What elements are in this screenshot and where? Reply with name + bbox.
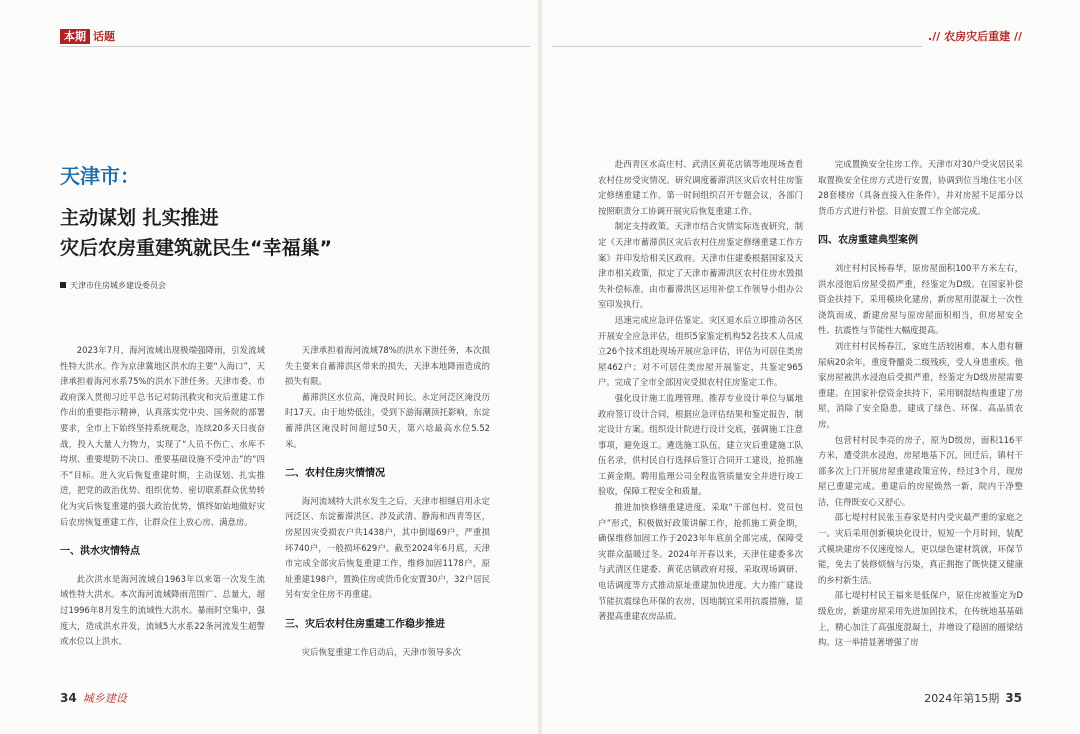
- footer-left: [60, 690, 127, 706]
- paragraph: 邵七堤村村民王福来是低保户，原住房被鉴定为D级危房，新建房屋采用先进加固技术，在传统地基基础上，精心加注了高强度混凝土，并增设了稳固的圈梁结构。这一举措显著增强了房: [818, 590, 1023, 648]
- paragraph: 推进加快修缮重建进度。采取“干部包村、党员包户”形式，积极做好政策讲解工作，抢抓施工黄金期，确保维修加固工作于2023年年底前全部完成，保障受灾群众温暖过冬。2024年开春以来，天津住建委多次与武清区住建委、黄花店镇政府对接，采取现场调研、电话调度等方式推动原址重建加快进度。大力推广建设节能抗震绿色环保的农房，因地制宜采用抗震措施，显著提高重建农房品质。: [598, 502, 803, 622]
- section-tag-label2: 话题: [93, 30, 115, 43]
- author-square-icon: [60, 282, 66, 288]
- column-2: [285, 343, 490, 660]
- paragraph: 2023年7月，海河流域出现极端强降雨，引发流域性特大洪水。作为京津冀地区洪水的主要“入海口”，天津承担着海河水系75%的洪水下泄任务。天津市委、市政府深入贯彻习近平总书记对防汛救灾和灾后重建工作作出的重要指示精神，认真落实党中央、国务院的部署要求，全市上下始终坚持系统观念，连续20多天日夜奋战，投入大量人力物力，实现了“人员不伤亡、水库不垮坝、重要堤防不决口、重要基础设施不受冲击”的“四不”目标。进入灾后恢复重建时期，主动谋划、扎实推进，把党的政治优势、组织优势、密切联系群众优势转化为灾后恢复重建的强大政治优势，慎终如始地做好灾后农房恢复重建工作，让群众住上放心房、满意房。: [60, 345, 265, 527]
- magazine-name: 城乡建设: [82, 692, 127, 705]
- paragraph: 此次洪水是海河流域自1963年以来第一次发生流域性特大洪水。本次海河流域降雨范围广、总量大，超过1996年8月发生的流域性大洪水。暴雨时空集中，强度大，造成洪水并发，流域5大水系22条河流发生超警或水位以上洪水。: [60, 573, 265, 647]
- paragraph: 海河流域特大洪水发生之后，天津市相继启用永定河泛区、东淀蓄滞洪区、涉及武清、静海和西青等区，房屋因灾受损农户共1438户，其中倒塌69户，严重损坏740户，一般损坏629户。截至2024年6月底，天津市完成全部灾后恢复重建工作，维修加固1178户，原址重建198户，置换住房或货币化安置30户，32户居民另有安全住房不再重建。: [285, 495, 490, 600]
- header-rule-left: [60, 46, 530, 47]
- paragraph: 邵七堤村村民张玉春家是村内受灾最严重的家庭之一。灾后采用创新模块化设计，短短一个月时间，装配式模块建房不仅速度惊人，更以绿色建材筑就，环保节能，免去了装修烦恼与污染，真正拥抱了既快捷又健康的乡村新生活。: [818, 512, 1023, 585]
- paragraph: 强化设计施工监理管理。推荐专业设计单位与属地政府签订设计合同，根据应急评估结果和鉴定报告，制定设计方案。组织设计院进行设计交底，强调施工注意事项，避免返工。遴选施工队伍，建立灾后重建施工队伍名录，供村民自行选择后签订合同开工建设，抢抓施工黄金期。聘用监理公司全程监管质量安全并进行竣工验收，保障工程安全和质量。: [598, 392, 803, 497]
- section-tag: [60, 28, 115, 44]
- title-line1: 主动谋划 扎实推进: [60, 207, 219, 229]
- page-gutter: [538, 0, 542, 734]
- header-rule-right: [552, 46, 922, 47]
- paragraph: 完成置换安全住房工作。天津市对30户受灾居民采取置换安全住房方式进行安置，协调到位当地住宅小区28套楼房（具备直接入住条件），并对房屋不足部分以货币方式进行补偿。目前安置工作全部完成。: [818, 159, 1023, 216]
- column-4: [818, 157, 1023, 651]
- paragraph: 赴西青区水高庄村、武清区黄花店镇等地现场查看农村住房受灾情况。研究调度蓄滞洪区灾后农村住房鉴定修缮重建工作。第一时间组织召开专题会议，各部门按照职责分工协调开展灾后恢复重建工作。: [598, 159, 803, 216]
- paragraph: 刘庄村村民杨春江，家庭生活较困难，本人患有糖尿病20余年，重度脊髓炎二级残疾，受人身患重疾。他家房屋被洪水浸泡后受损严重，经鉴定为D级房屋需要重建。在国家补偿资金扶持下，采用钢混结构重建了房屋，消除了安全隐患，建成了绿色、环保、高品质农房。: [818, 340, 1023, 429]
- article-title: [60, 160, 500, 263]
- section-tag-label: 本期: [60, 29, 90, 44]
- author-name: 天津市住房城乡建设委员会: [70, 281, 166, 290]
- section-title: .// 农房灾后重建 //: [928, 30, 1022, 43]
- column-1: [60, 343, 265, 650]
- section-heading: 一、洪水灾情特点: [60, 546, 140, 558]
- title-city: 天津市：: [60, 164, 140, 188]
- paragraph: 迅速完成应急评估鉴定。灾区退水后立即推动各区开展安全应急评估，组织5家鉴定机构52名技术人员成立26个技术组赴现场开展应急评估，评估为可居住类房屋462户；对不可居住类房屋开展鉴定，共鉴定965户。完成了全市全部因灾受损农村住房鉴定工作。: [598, 314, 803, 388]
- paragraph: 包营村村民李亮的房子，原为D级房，面积116平方米，遭受洪水浸泡，房屋地基下沉，回迁后，镇村干部多次上门开展房屋重建政策宣传，经过3个月，现房屋已重建完成。重建后的房屋焕然一新，院内干净整洁，住得既安心又舒心。: [818, 434, 1023, 507]
- paragraph: 蓄滞洪区水位高，淹没时间长。永定河泛区淹没历时17天。由于地势低洼，受到下游海潮顶托影响，东淀蓄滞洪区淹没时间超过50天，第六埝最高水位5.52米。: [285, 391, 490, 449]
- issue-label: 2024年第15期: [924, 692, 1000, 705]
- title-line2: 灾后农房重建筑就民生“幸福巢”: [60, 237, 332, 259]
- paragraph: 天津承担着海河流域78%的洪水下泄任务，本次损失主要来自蓄滞洪区带来的损失，天津本地降雨造成的损失有限。: [285, 345, 490, 387]
- footer-right: [924, 690, 1022, 706]
- section-heading: 四、农房重建典型案例: [818, 235, 918, 247]
- author: [60, 280, 166, 291]
- paragraph: 制定支持政策。天津市结合灾情实际连夜研究，制定《天津市蓄滞洪区灾后农村住房鉴定修缮重建工作方案》并印发给相关区政府。天津市住建委根据国家及天津市相关政策，拟定了天津市蓄滞洪区农村住房水毁损失补偿标准，由市蓄滞洪区运用补偿工作领导小组办公室印发执行。: [598, 221, 803, 310]
- column-3: [598, 157, 803, 625]
- page-number-right: 35: [1005, 691, 1022, 705]
- paragraph: 刘庄村村民杨春华，原房屋面积100平方米左右，洪水浸泡后房屋受损严重，经鉴定为D级。在国家补偿资金扶持下，采用模块化建房，新房屋用混凝土一次性浇筑而成，新建房屋与原房屋面积相当，但房屋安全性、抗震性与节能性大幅度提高。: [818, 262, 1023, 336]
- section-title-label: 农房灾后重建: [944, 30, 1011, 43]
- section-heading: 二、农村住房灾情情况: [285, 468, 385, 480]
- paragraph: 灾后恢复重建工作启动后，天津市领导多次: [301, 646, 461, 657]
- section-heading: 三、灾后农村住房重建工作稳步推进: [285, 618, 445, 630]
- page-number-left: 34: [60, 691, 77, 705]
